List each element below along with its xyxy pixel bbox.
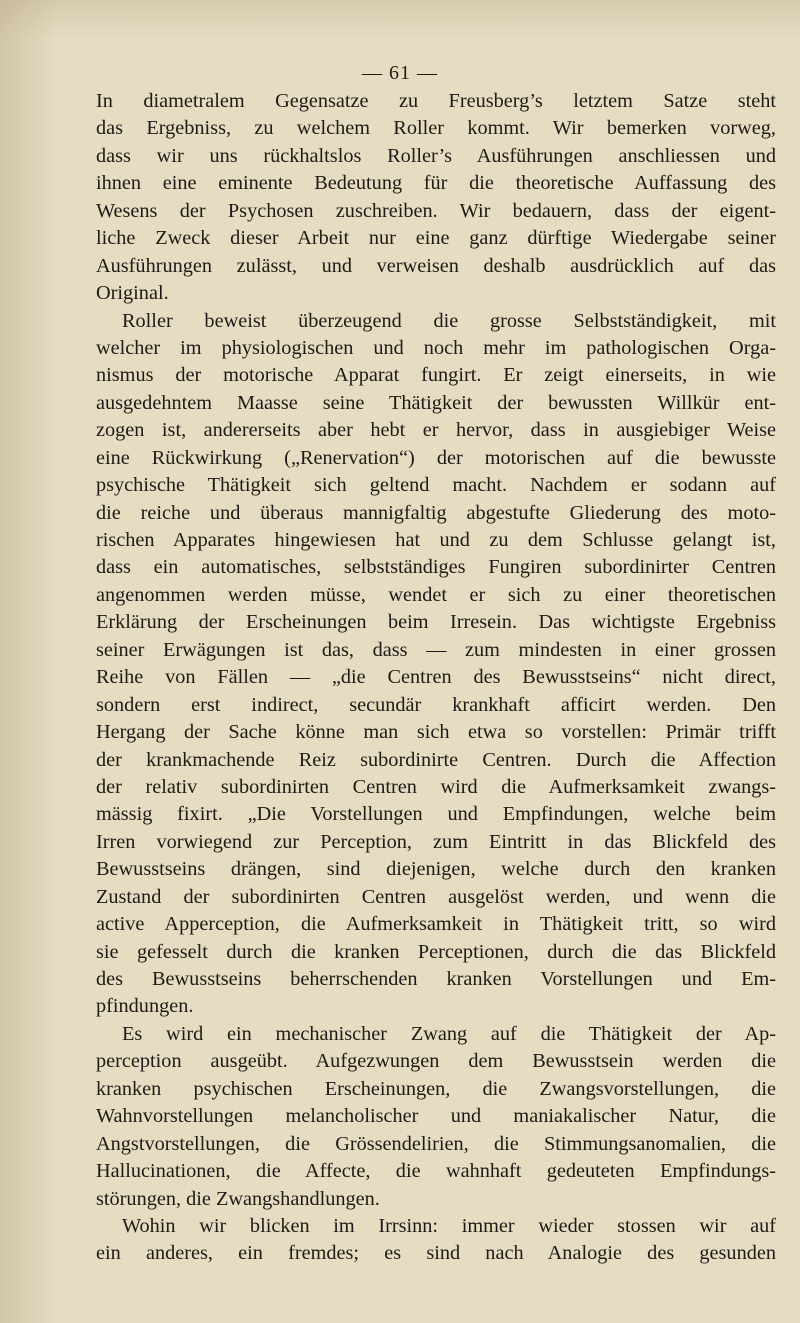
body-text [96,88,776,1268]
text-line: ausgedehntem Maasse seine Thätigkeit der bewussten Willkür ent- [96,391,776,414]
text-line: sondern erst indirect, secundär krankhaft afficirt werden. Den [96,693,776,716]
text-line: Wohin wir blicken im Irrsinn: immer wieder stossen wir auf [122,1214,776,1237]
scan-shadow-top [0,0,800,40]
text-line: Original. [96,282,169,305]
text-line: der relativ subordinirten Centren wird die Aufmerksamkeit zwangs- [96,775,776,798]
text-line: Es wird ein mechanischer Zwang auf die Thätigkeit der Ap- [122,1022,776,1045]
text-line: Bewusstseins drängen, sind diejenigen, welche durch den kranken [96,858,776,881]
scan-shadow-left [0,0,60,1323]
text-line: Roller beweist überzeugend die grosse Selbstständigkeit, mit [122,309,776,332]
text-line: Hallucinationen, die Affecte, die wahnhaft gedeuteten Empfindungs- [96,1160,776,1183]
text-line: mässig fixirt. „Die Vorstellungen und Empfindungen, welche beim [96,803,776,826]
text-line: dass wir uns rückhaltslos Roller’s Ausführungen anschliessen und [96,144,776,167]
text-line: liche Zweck dieser Arbeit nur eine ganz dürftige Wiedergabe seiner [96,227,776,250]
text-line: seiner Erwägungen ist das, dass — zum mindesten in einer grossen [96,638,776,661]
text-line: ein anderes, ein fremdes; es sind nach Analogie des gesunden [96,1242,776,1265]
text-line: Hergang der Sache könne man sich etwa so vorstellen: Primär trifft [96,721,776,744]
text-line: kranken psychischen Erscheinungen, die Zwangsvorstellungen, die [96,1077,776,1100]
text-line: active Apperception, die Aufmerksamkeit in Thätigkeit tritt, so wird [96,913,776,936]
text-line: Wesens der Psychosen zuschreiben. Wir bedauern, dass der eigent- [96,199,776,222]
text-line: störungen, die Zwangshandlungen. [96,1187,380,1210]
text-line: rischen Apparates hingewiesen hat und zu dem Schlusse gelangt ist, [96,529,776,551]
text-line: die reiche und überaus mannigfaltig abgestufte Gliederung des moto- [96,501,776,524]
text-line: nismus der motorische Apparat fungirt. Er zeigt einerseits, in wie [96,364,776,387]
text-line: eine Rückwirkung („Renervation“) der motorischen auf die bewusste [96,446,776,469]
text-line: ihnen eine eminente Bedeutung für die theoretische Auffassung des [96,172,776,195]
text-line: perception ausgeübt. Aufgezwungen dem Bewusstsein werden die [96,1050,776,1073]
text-line: Angstvorstellungen, die Grössendelirien, die Stimmungsanomalien, die [96,1132,776,1155]
text-line: Erklärung der Erscheinungen beim Irresein. Das wichtigste Ergebniss [96,611,776,634]
text-line: welcher im physiologischen und noch mehr im pathologischen Orga- [96,336,776,359]
text-line: In diametralem Gegensatze zu Freusberg’s letztem Satze steht [96,90,776,112]
text-line: Zustand der subordinirten Centren ausgelöst werden, und wenn die [96,885,776,908]
text-line: zogen ist, andererseits aber hebt er hervor, dass in ausgiebiger Weise [96,419,776,442]
text-line: sie gefesselt durch die kranken Perceptionen, durch die das Blickfeld [96,940,776,963]
text-line: Irren vorwiegend zur Perception, zum Eintritt in das Blickfeld des [96,830,776,853]
page-number: — 61 — [362,62,438,84]
text-line: psychische Thätigkeit sich geltend macht. Nachdem er sodann auf [96,474,776,497]
text-line: des Bewusstseins beherrschenden kranken Vorstellungen und Em- [96,968,776,990]
text-line: dass ein automatisches, selbstständiges Fungiren subordinirter Centren [96,556,776,579]
text-line: Wahnvorstellungen melancholischer und maniakalischer Natur, die [96,1105,776,1128]
text-line: pfindungen. [96,995,194,1018]
text-line: das Ergebniss, zu welchem Roller kommt. Wir bemerken vorweg, [96,117,776,140]
text-line: Reihe von Fällen — „die Centren des Bewusstseins“ nicht direct, [96,666,776,689]
text-line: der krankmachende Reiz subordinirte Centren. Durch die Affection [96,748,776,771]
text-line: Ausführungen zulässt, und verweisen deshalb ausdrücklich auf das [96,254,776,277]
text-line: angenommen werden müsse, wendet er sich zu einer theoretischen [96,583,776,606]
